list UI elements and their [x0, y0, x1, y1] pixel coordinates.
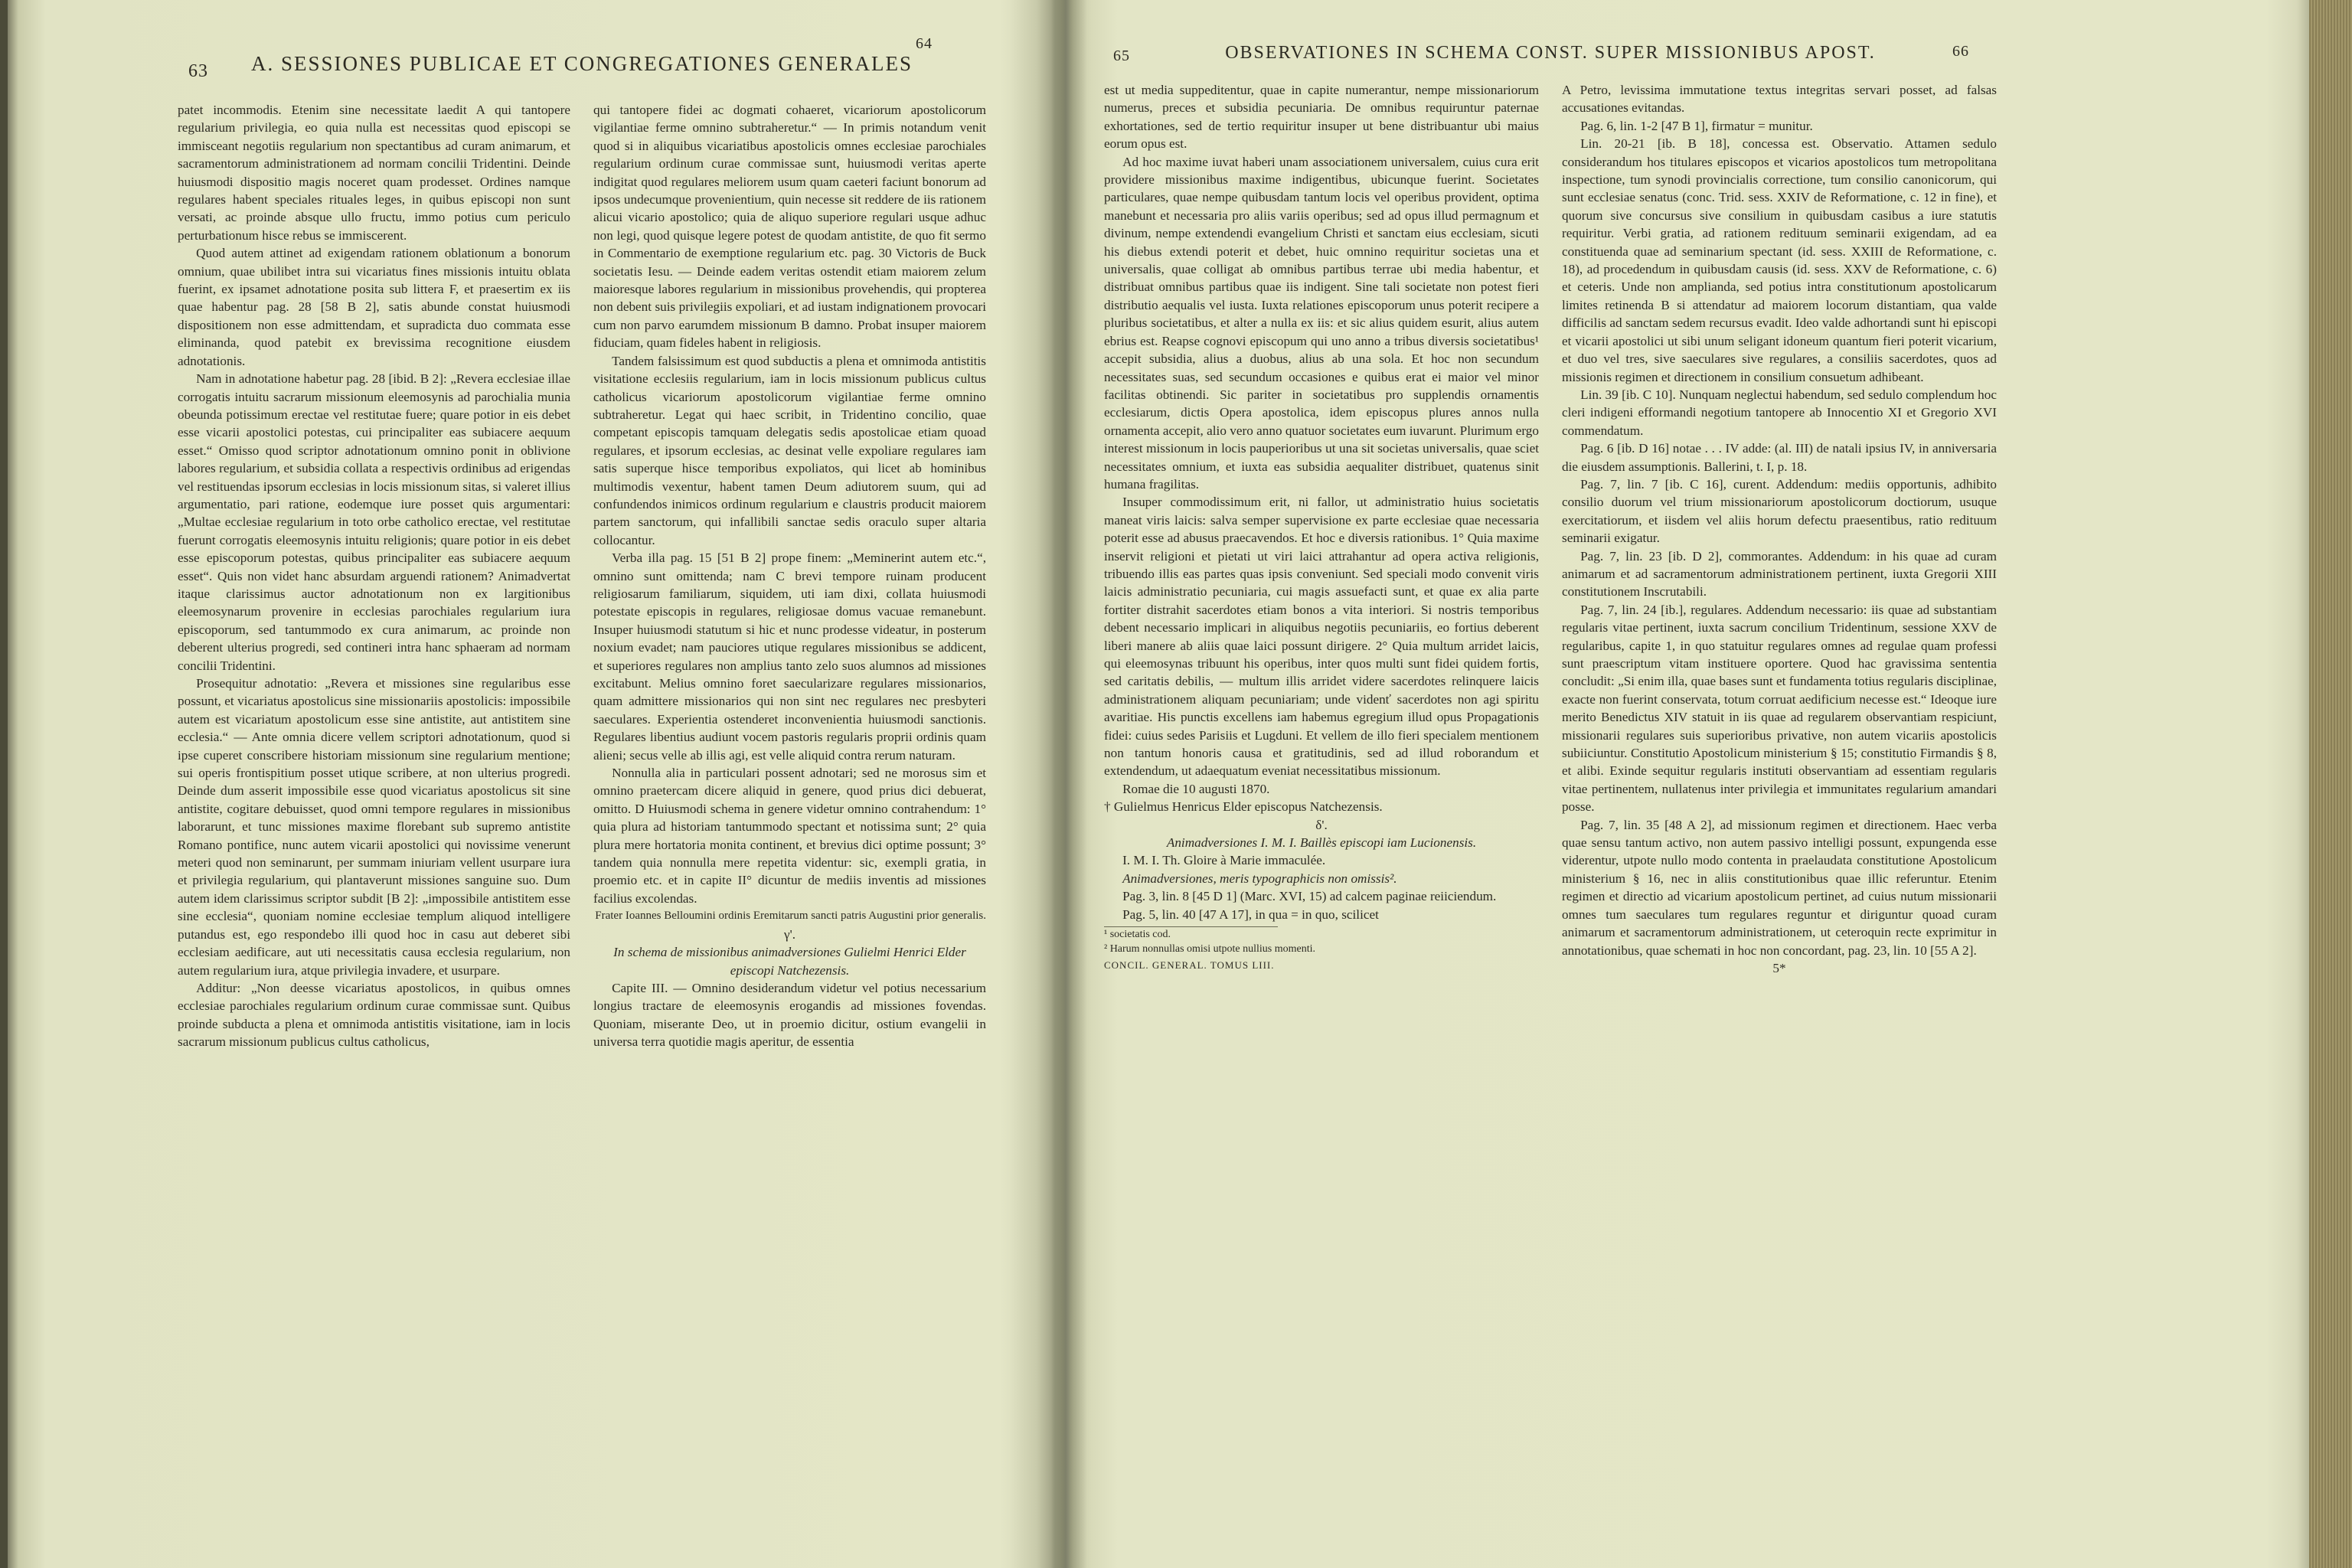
sheet-signature: 5*: [1772, 960, 1786, 975]
paragraph: Verba illa pag. 15 [51 B 2] prope finem: „Meminerint autem etc.“, omnino sunt omittenda; nam C brevi tempore ruinam producent religiosarum familiarum, siquidem, uti iam dixi, collata huiusmodi potestate episcopis in regulares, religiosae domus vacuae remanebunt. Insuper huiusmodi statutum si hic et nunc prodesse videatur, in posterum noxium evadet; nam pauciores utique regulares missionibus se addicent, et superiores regulares non amplius tanto zelo suos alumnos ad missiones excitabunt. Melius omnino foret saecularizare regulares missionarios, quam admittere missionarios qui non sint nec regulares nec presbyteri saeculares. Experientia ostenderet inconvenientia huiusmodi sanctionis. Regulares libentius audiunt vocem pastoris regularis proprii ordinis quam alieni; secus velle ab illis agi, est velle aliquid contra rerum naturam.: [593, 550, 986, 763]
paragraph: Pag. 7, lin. 7 [ib. C 16], curent. Addendum: mediis opportunis, adhibito consilio duorum vel trium missionariorum apostolicorum doctiorum, usuque exercitatiorum, et iisdem vel aliis horum defectu praesentibus, ratio redituum seminarii exigatur.: [1562, 476, 1997, 546]
paragraph: Pag. 7, lin. 24 [ib.], regulares. Addendum necessario: iis quae ad substantiam regularis vitae pertinent, iuxta sacrum concilium Tridentinum, sessione XXV de regularibus, capite 1, in quo statuitur regulares omnes ad regulae quam professi sunt praescriptum vitam instituere oportere. Quod hac gravissima sententia concludit: „Si enim illa, quae bases sunt et fundamenta totius regularis disciplinae, exacte non fuerint conservata, totum corruat aedificium necesse est.“ Ideoque iure merito Benedictus XIV statuit in iis quae ad regularem observantiam respiciunt, missionarii regulares suis superioribus privative, non autem vicariis apostolicis subiiciuntur. Constitutio Apostolicum ministerium § 15; constitutio Firmandis § 8, et alibi. Exinde sequitur regularis instituti observantiam ad essentiam regularis vitae pertinentem, nullatenus inter privilegia et immunitates regularium amandari posse.: [1562, 602, 1997, 815]
paragraph: est ut media suppeditentur, quae in capite numerantur, nempe missionariorum numerus, preces et subsidia pecuniaria. De omnibus requiruntur paternae exhortationes, sed de tertio requiritur insuper ut bene distribuantur ubi maius eorum opus est.: [1104, 83, 1539, 152]
book-cover-edge: [0, 0, 8, 1568]
signature: † Gulielmus Henricus Elder episcopus Natchezensis.: [1104, 799, 1383, 815]
left-column-2: [593, 101, 986, 1554]
paragraph: Nonnulla alia in particulari possent adnotari; sed ne morosus sim et omnino praetercam dicere aliquid in genere, quod prius dici debuerat, omitto. D Huiusmodi schema in genere videtur omnino contrahendum: 1° quia plura ad historiam tantummodo spectant et notissima sunt; 2° quia plura mere hortatoria monita continent, et brevius dici optime possunt; 3° tandem quia nonnulla mere repetita videntur: sic, exempli gratia, in proemio etc. et in capite II° dicuntur de mediis inventis ad missiones facilius excolendas.: [593, 766, 986, 906]
section-marker: γ'.: [784, 926, 795, 942]
page-block-edge: [2309, 0, 2352, 1568]
right-column-1: [1104, 81, 1539, 1554]
paragraph: qui tantopere fidei ac dogmati cohaeret, vicariorum apostolicorum vigilantiae ferme omnino subtraheretur.“ — In primis notandum venit quod si in aliquibus vicariatibus apostolicis omnes ecclesiae parochiales regularium ordinum curae commissae sunt, huiusmodi veritas aperte indigitat quod regulares meliorem usum quam caeteri faciunt bonorum ad ipsos undecumque provenientium, quin necesse sit reddere de iis rationem alicui vicario apostolico; quia de aliquo superiore regulari usque adhuc non legi, quod quisque legere potest de quodam antistite, de quo fit sermo in Commentario de exemptione regularium etc. pag. 30 Victoris de Buck societatis Iesu. — Deinde eadem veritas ostendit etiam maiorem zelum maioresque labores regularium in missionibus provehendis, qui propterea non debent suis privilegiis expoliari, et ad iustam indignationem provocari cum non parvo earumdem missionum B damno. Probat insuper maiorem fiduciam, quam fideles habent in religiosis.: [593, 103, 986, 351]
paragraph: Pag. 7, lin. 35 [48 A 2], ad missionum regimen et directionem. Haec verba quae sensu tantum activo, non autem passivo intelligi possunt, expungenda esse viderentur, utpote nullo modo contenta in praelaudata constitutione Apostolicum ministerium § 16, nec in aliis constitutionibus quae illic referuntur. Etenim regimen et directio ad vicarium apostolicum pertinet, ad cuius nutum missionarii omnes tum saeculares tum regulares reguntur et diriguntur quoad curam animarum et sacramentorum administrationem, ut ceteroquin recte exprimitur in annotationibus, quae schemati in hoc non concordant, pag. 23, lin. 10 [55 A 2].: [1562, 817, 1997, 958]
section-heading: In schema de missionibus animadversiones Gulielmi Henrici Elder episcopi Natchezensis.: [613, 945, 966, 978]
footnote: ¹ societatis cod.: [1104, 926, 1278, 942]
paragraph: Ad hoc maxime iuvat haberi unam associationem universalem, cuius cura erit providere missionibus maxime indigentibus, ubicunque fuerint. Societates particulares, quae nempe quibusdam tantum locis vel operibus provident, optima manebunt et necessaria pro aliis variis operibus; sed ad opus illud permagnum et divinum, nempe extendendi evangelium Christi et sanctam eius ecclesiam, sicuti his diebus extendi poterit et debet, huic omnino requiritur societas una et universalis, quae colligat ab omnibus partibus terrae ubi media habentur, et distribuat omnibus partibus quae iis indigent. Sine tali societate non potest fieri distributio aequalis vel iusta. Iuxta relationes episcoporum unus poterit recipere a pluribus societatibus, et alter a nulla ex iis: et sic alius quidem esurit, alius autem ebrius est. Reapse cognovi episcopum qui uno anno a tribus diversis societatibus¹ accepit subsidia, alius a duobus, alius ab una sola. Et hoc non secundum necessitates suas, sed secundum occasiones e quibus erat ei maior vel minor facilitas obtinendi. Sic pariter in societatibus pro supplendis ornamentis ecclesiarum, dictis Opera apostolica, idem episcopus plures annos nulla ornamenta accepit, alio vero anno quatuor societates eum iuvarunt. Plurimum ergo interest missionum in locis pauperioribus ut una sit societas universalis, quae sciet necessitates omnium, et iuxta eas subsidia aequaliter distribuet, quatenus sinit humana fragilitas.: [1104, 154, 1539, 492]
paragraph: Pag. 6, lin. 1-2 [47 B 1], firmatur = munitur.: [1580, 118, 1813, 133]
paragraph: Additur: „Non deesse vicariatus apostolicos, in quibus omnes ecclesiae parochiales regularium ordinum curae commissae sunt. Quibus proinde subducta a plena et omnimoda antistitis visitatione, iam in locis sacrarum missionum publicus cultus catholicus,: [178, 980, 570, 1050]
right-page-number: 66: [1952, 43, 1969, 60]
paragraph: Capite III. — Omnino desiderandum videtur vel potius necessarium longius tractare de eleemosynis erogandis ad missiones fovendas. Quoniam, miserante Deo, ut in proemio dicitur, ostium evangelii in universa terra quotidie magis aperitur, de essentia: [593, 980, 986, 1050]
right-page-marker: 65: [1113, 47, 1130, 64]
section-marker: δ'.: [1315, 817, 1328, 832]
paragraph: Lin. 20-21 [ib. B 18], concessa est. Observatio. Attamen sedulo considerandum hos titulares episcopos et vicarios apostolicos tum metropolitana inspectione, tum synodi provincialis correctione, tum consilio canonicorum, qui sunt ecclesiae senatus (conc. Trid. sess. XXIV de Reformatione, c. 12 in fine), et quorum sive concursus sive consilium in quibusdam casibus a iure statutis requiritur. Verbi gratia, ad rationem redituum seminarii exigendam, ad ea constituenda quae ad seminarium spectant (id. sess. XXIII de Reformatione, c. 18), ad procedendum in quibusdam causis (id. sess. XXV de Reformatione, c. 6) et ceteris. Unde non amplianda, sed potius intra constitutionum apostolicarum limites retinenda B si attendatur ad maiorem locorum distantiam, qua valde difficilis ad sanctam sedem recursus evadit. Ideo valde adhortandi sunt hi episcopi et vicarii apostolici ut sibi unum seligant idoneum quantum fieri poterit vicarium, et duo vel tres, sive saeculares sive regulares, a consiliis sacerdotes, quos ad missionis regimen et directionem in consilium consuetum adhibeant.: [1562, 136, 1997, 384]
left-page-number: 63: [188, 61, 208, 81]
left-page-marker: 64: [916, 35, 933, 52]
paragraph: Nam in adnotatione habetur pag. 28 [ibid. B 2]: „Revera ecclesiae illae corrogatis intuitu sacrarum missionum eleemosynis ad parochialia munia obeunda potissimum erectae vel restitutae fuere; quare potior in eis debet esse vicarii apostolici potestas, cui principaliter eas subiacere aequum esset.“ Omisso quod scriptor adnotationum omnino ponit in oblivione labores regularium, et subsidia collata a respectivis ordinibus ad erigendas vel restituendas ipsorum ecclesias in locis missionum sitas, si valeret illius argumentatio, pari ratione, eodemque iure posset quis argumentari: „Multae ecclesiae regularium in toto orbe catholico erectae, vel restitutae fuerunt corrogatis eleemosynis intuitu religionis; quare potior in eis debet esse episcoporum potestas, quibus principaliter eas subiacere aequum esset“. Quis non videt hanc absurdam arguendi rationem? Animadvertat itaque clarissimus auctor adnotationum non ex largitionibus eleemosynarum provenire in ecclesias parochiales regularium iura episcoporum, sed tantummodo ex cura animarum, ac proinde non deberent ulterius progredi, sed contineri intra hanc sphaeram ad normam concilii Tridentini.: [178, 371, 570, 673]
volume-signature: CONCIL. GENERAL. TOMUS LIII.: [1104, 959, 1275, 972]
right-page: [1104, 31, 1997, 1554]
left-running-title: A. SESSIONES PUBLICAE ET CONGREGATIONES GENERALES: [250, 52, 913, 75]
paragraph: A Petro, levissima immutatione textus integritas servari posset, ad falsas accusationes evitandas.: [1562, 83, 1997, 116]
paragraph: patet incommodis. Etenim sine necessitate laedit A qui tantopere regularium privilegia, eo quia nulla est necessitas quod episcopi se immisceant negotiis regularium non spectantibus ad curam animarum, et sacramentorum administrationem ad normam concilii Tridentini. Deinde huiusmodi dispositio magis noceret quam prodesset. Ordines namque regulares habent speciales rituales leges, in quibus episcopi non sunt versati, ac proinde absque ullo fructu, immo potius cum periculo perturbationum hisce rebus se immiscerent.: [178, 103, 570, 243]
left-columns: [178, 101, 986, 1554]
paragraph: Pag. 3, lin. 8 [45 D 1] (Marc. XVI, 15) ad calcem paginae reiiciendum.: [1122, 889, 1497, 904]
paragraph: Pag. 7, lin. 23 [ib. D 2], commorantes. Addendum: in his quae ad curam animarum et ad sacramentorum administrationem pertinent, iuxta Gregorii XIII constitutionem Inscrutabili.: [1562, 548, 1997, 599]
paragraph: Tandem falsissimum est quod subductis a plena et omnimoda antistitis visitatione ecclesiis regularium, iam in locis missionum publicus cultus catholicus vicariorum apostolicorum vigilantiae ferme omnino subtraheretur. Legat qui haec scribit, in Tridentino concilio, quae competant episcopis tamquam delegatis sedis apostolicae etiam quoad regulares, et ipsorum ecclesias, ac desinat velle expoliare regulares iam satis superque hisce temporibus expoliatos, qui licet ab hominibus multimodis vexentur, habent tamen Deum adiutorem suum, qui ad confundendos inimicos ordinum regularium e claustris producit maiorem partem sanctorum, qui infallibili sanctae sedis oraculo super altaria collocantur.: [593, 353, 986, 547]
left-column-1: [178, 101, 570, 1554]
paragraph: Insuper commodissimum erit, ni fallor, ut administratio huius societatis maneat viris laicis: salva semper supervisione ex parte ecclesiae quae necessaria poterit esse ad abusus praecavendos. Et hoc e diversis rationibus. 1° Quia maxime inservit religioni et pietati ut viri laici attrahantur ad opera activa religionis, tribuendo illis eas partes quas ipsis conveniunt. Sed speciali modo convenit viris laicis administratio pecuniaria, cui magis assuefacti sunt, et quae ex alia parte fortiter distrahit sacerdotes etiam bonos a vita interiori. Si nostris temporibus debent necessario implicari in aliquibus negotiis pecuniariis, eo fortius deberent liberi manere ab aliis quae laici possunt dirigere. 2° Quia multum arridet laicis, qui eleemosynas tribuunt his operibus, inter quos multi sunt fidei quidem fortis, sed caritatis debilis, — multum illis arridet videre sacerdotes relinquere laicis administrationem aliquam pecuniariam; unde videnť sacerdotes non agi spiritu avaritiae. His punctis excellens iam habemus egregium illud opus Propagationis fidei: cuius sedes Parisiis et Lugduni. Et vellem de illo fieri specialem mentionem non tantum honoris causa et gratitudinis, sed ad illud roborandum et extendendum, ut adaequatum eveniat necessitatibus missionum.: [1104, 495, 1539, 779]
paragraph: Lin. 39 [ib. C 10]. Nunquam neglectui habendum, sed sedulo complendum hoc cleri indigeni efformandi negotium tantopere ab Innocentio XI et Gregorio XVI commendatum.: [1562, 387, 1997, 438]
paragraph: I. M. I. Th. Gloire à Marie immaculée.: [1122, 853, 1326, 868]
right-columns: [1104, 81, 1997, 1554]
paragraph: Animadversiones, meris typographicis non omissis².: [1122, 871, 1397, 886]
section-heading: Animadversiones I. M. I. Baillès episcopi iam Lucionensis.: [1166, 835, 1477, 851]
right-running-head: [1104, 34, 1997, 87]
paragraph: Prosequitur adnotatio: „Revera et missiones sine regularibus esse possunt, et vicariatus apostolicus sine missionariis apostolicis: impossibile autem est vicariatum apostolicum esse sine antistite, aut antistitem sine ecclesia.“ — Ante omnia dicere vellem scriptori adnotationum, quod si ipse cuperet conscribere historiam missionum sine regularium mentione; sui operis frontispitium posset utique scribere, at non ulterius progredi. Deinde dum asserit impossibile esse quod vicariatus apostolicus sit sine antistite, cogitare debuisset, quod omni tempore regulares in missionibus laborarunt, et tunc missiones maxime florebant sub supremo antistite Romano pontifice, nunc autem vicarii apostolici qui novissime venerunt meteri quod non seminarunt, per summam iniuriam vellent usurpare iura et privilegia regularium, qui plantaverunt missiones sanguine suo. Dum autem idem clarissimus scriptor subdit [B 2]: „impossibile antistitem esse sine ecclesia“, quoniam nomine ecclesiae templum aliquod intelligere putandus est, ego respondebo illi quod hoc in casu aut deberet sibi ecclesiam aedificare, aut uti necessitatis causa ecclesia regularium, non autem regularium iura, atque privilegia invadere, et usurpare.: [178, 676, 570, 978]
left-running-head: [178, 34, 986, 87]
right-column-2: [1562, 81, 1997, 1554]
paragraph: Pag. 6 [ib. D 16] notae . . . IV adde: (al. III) de natali ipsius IV, in anniversaria die eiusdem assumptionis. Ballerini, t. I, p. 18.: [1562, 441, 1997, 474]
left-page: [178, 31, 986, 1554]
signature: Frater Ioannes Belloumini ordinis Eremitarum sancti patris Augustini prior generalis.: [595, 910, 986, 923]
date-line: Romae die 10 augusti 1870.: [1122, 781, 1270, 796]
footnote: ² Harum nonnullas omisi utpote nullius momenti.: [1104, 943, 1316, 956]
paragraph: Pag. 5, lin. 40 [47 A 17], in qua = in quo, scilicet: [1122, 906, 1379, 922]
book-gutter: [1000, 0, 1092, 1568]
paragraph: Quod autem attinet ad exigendam rationem oblationum a bonorum omnium, quae ubilibet intra sui vicariatus fines missionis intuitu oblata fuerint, ex ipsamet adnotatione posita sub littera F, et praesertim ex iis quae habentur pag. 28 [58 B 2], satis abunde constat huiusmodi dispositionem non esse admittendam, et supradicta duo commata esse eliminanda, quod patebit ex brevissima recognitione eiusdem adnotationis.: [178, 246, 570, 368]
right-running-title: OBSERVATIONES IN SCHEMA CONST. SUPER MISSIONIBUS APOST.: [1225, 43, 1876, 63]
